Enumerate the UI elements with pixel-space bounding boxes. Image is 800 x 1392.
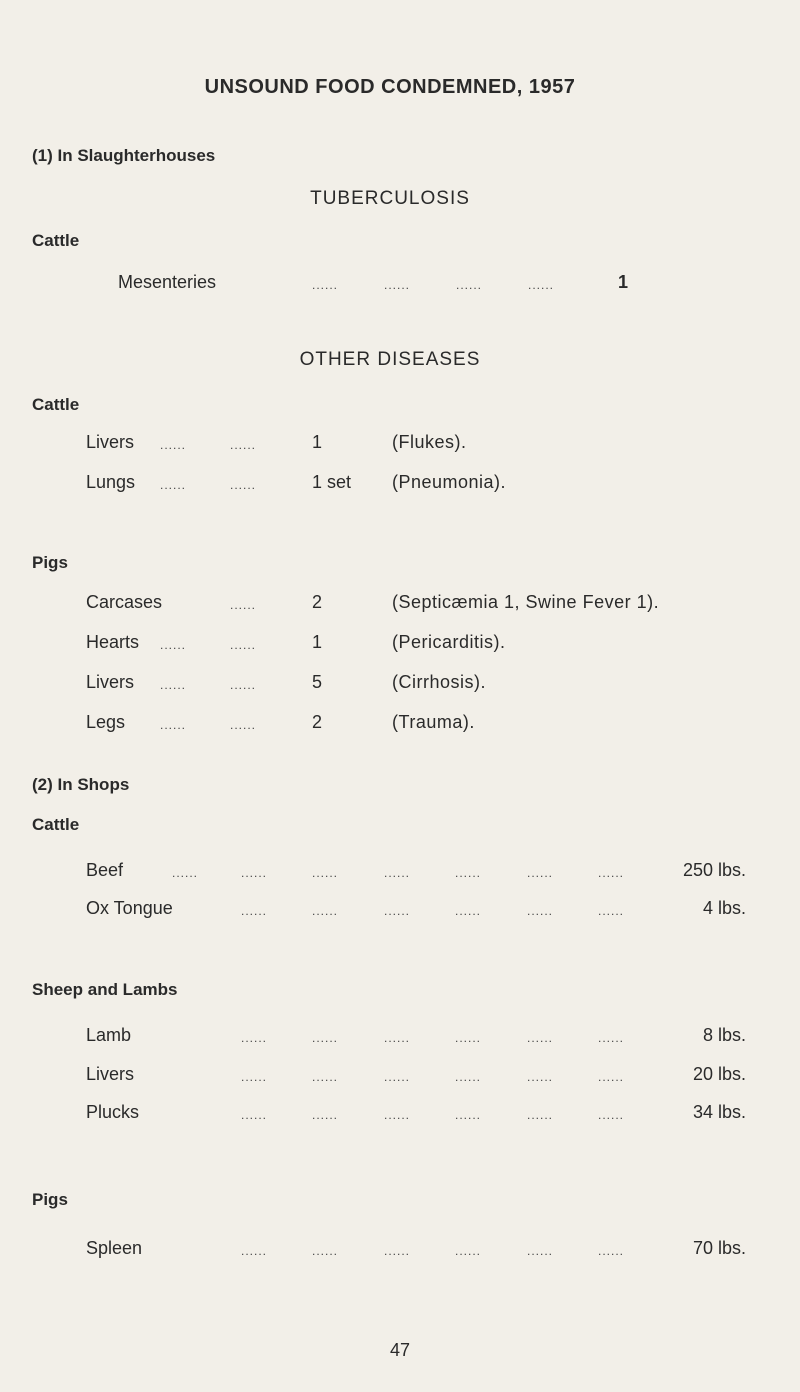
row-item-livers-sheep: Livers	[86, 1064, 135, 1084]
dot-leader: ......	[241, 1031, 268, 1045]
dot-leader: ......	[230, 598, 257, 612]
dot-leader: ......	[172, 866, 199, 880]
dot-leader: ......	[455, 1108, 482, 1122]
subheading-other-diseases: OTHER DISEASES	[299, 349, 481, 370]
dot-leader: ......	[527, 904, 554, 918]
dot-leader: ......	[241, 1244, 268, 1258]
dot-leader: ......	[241, 904, 268, 918]
dot-leader: ......	[312, 904, 339, 918]
dot-leader: ......	[598, 1108, 625, 1122]
dot-leader: ......	[160, 718, 187, 732]
row-note-hearts: (Pericarditis).	[392, 632, 506, 652]
dot-leader: ......	[230, 478, 257, 492]
row-qty-livers-sheep: 20 lbs.	[692, 1064, 746, 1084]
row-note-carcases: (Septicæmia 1, Swine Fever 1).	[392, 592, 660, 612]
dot-leader: ......	[455, 1244, 482, 1258]
dot-leader: ......	[312, 1031, 339, 1045]
row-item-ox-tongue: Ox Tongue	[86, 898, 173, 918]
dot-leader: ......	[241, 1108, 268, 1122]
row-item-spleen: Spleen	[86, 1238, 143, 1258]
dot-leader: ......	[384, 1031, 411, 1045]
dot-leader: ......	[455, 904, 482, 918]
dot-leader: ......	[455, 866, 482, 880]
row-qty-beef: 250 lbs.	[682, 860, 746, 880]
page-title: UNSOUND FOOD CONDEMNED, 1957	[204, 76, 576, 98]
row-qty-spleen: 70 lbs.	[692, 1238, 746, 1258]
row-count-mesenteries: 1	[618, 272, 629, 292]
dot-leader: ......	[312, 1244, 339, 1258]
dot-leader: ......	[598, 904, 625, 918]
dot-leader: ......	[230, 678, 257, 692]
section-heading-slaughterhouses: (1) In Slaughterhouses	[32, 146, 216, 165]
group-label-cattle-shops: Cattle	[32, 815, 80, 834]
dot-leader: ......	[598, 1070, 625, 1084]
dot-leader: ......	[527, 1244, 554, 1258]
row-item-carcases: Carcases	[86, 592, 163, 612]
group-label-pigs-shops: Pigs	[32, 1190, 68, 1209]
row-item-livers-pigs: Livers	[86, 672, 135, 692]
row-count-hearts: 1	[312, 632, 323, 652]
dot-leader: ......	[312, 278, 339, 292]
dot-leader: ......	[312, 866, 339, 880]
group-label-sheep-lambs: Sheep and Lambs	[32, 980, 178, 999]
dot-leader: ......	[527, 1108, 554, 1122]
row-item-legs: Legs	[86, 712, 126, 732]
group-label-cattle-other: Cattle	[32, 395, 80, 414]
row-item-lungs: Lungs	[86, 472, 136, 492]
row-qty-lamb: 8 lbs.	[702, 1025, 746, 1045]
dot-leader: ......	[598, 1244, 625, 1258]
dot-leader: ......	[527, 1070, 554, 1084]
dot-leader: ......	[384, 1108, 411, 1122]
row-item-mesenteries: Mesenteries	[118, 272, 217, 292]
dot-leader: ......	[230, 638, 257, 652]
dot-leader: ......	[160, 678, 187, 692]
dot-leader: ......	[160, 438, 187, 452]
dot-leader: ......	[455, 1070, 482, 1084]
dot-leader: ......	[384, 904, 411, 918]
dot-leader: ......	[455, 1031, 482, 1045]
dot-leader: ......	[598, 1031, 625, 1045]
dot-leader: ......	[527, 866, 554, 880]
row-item-lamb: Lamb	[86, 1025, 132, 1045]
row-qty-plucks: 34 lbs.	[692, 1102, 746, 1122]
dot-leader: ......	[160, 638, 187, 652]
dot-leader: ......	[312, 1070, 339, 1084]
page-number: 47	[389, 1340, 411, 1360]
dot-leader: ......	[598, 866, 625, 880]
dot-leader: ......	[384, 1244, 411, 1258]
dot-leader: ......	[241, 1070, 268, 1084]
row-count-carcases: 2	[312, 592, 323, 612]
row-item-plucks: Plucks	[86, 1102, 140, 1122]
row-item-hearts: Hearts	[86, 632, 140, 652]
dot-leader: ......	[384, 1070, 411, 1084]
row-note-livers-pigs: (Cirrhosis).	[392, 672, 486, 692]
dot-leader: ......	[456, 278, 483, 292]
row-qty-ox-tongue: 4 lbs.	[702, 898, 746, 918]
dot-leader: ......	[160, 478, 187, 492]
subheading-tuberculosis: TUBERCULOSIS	[310, 188, 470, 209]
dot-leader: ......	[230, 718, 257, 732]
row-count-lungs: 1 set	[312, 472, 352, 492]
group-label-cattle-tb: Cattle	[32, 231, 80, 250]
section-heading-shops: (2) In Shops	[32, 775, 130, 794]
dot-leader: ......	[230, 438, 257, 452]
dot-leader: ......	[527, 1031, 554, 1045]
row-note-legs: (Trauma).	[392, 712, 475, 732]
dot-leader: ......	[241, 866, 268, 880]
dot-leader: ......	[384, 278, 411, 292]
row-item-livers: Livers	[86, 432, 135, 452]
dot-leader: ......	[528, 278, 555, 292]
row-note-lungs: (Pneumonia).	[392, 472, 507, 492]
row-item-beef: Beef	[86, 860, 124, 880]
row-note-livers: (Flukes).	[392, 432, 467, 452]
row-count-livers: 1	[312, 432, 323, 452]
dot-leader: ......	[312, 1108, 339, 1122]
group-label-pigs-other: Pigs	[32, 553, 68, 572]
row-count-livers-pigs: 5	[312, 672, 323, 692]
dot-leader: ......	[384, 866, 411, 880]
row-count-legs: 2	[312, 712, 323, 732]
